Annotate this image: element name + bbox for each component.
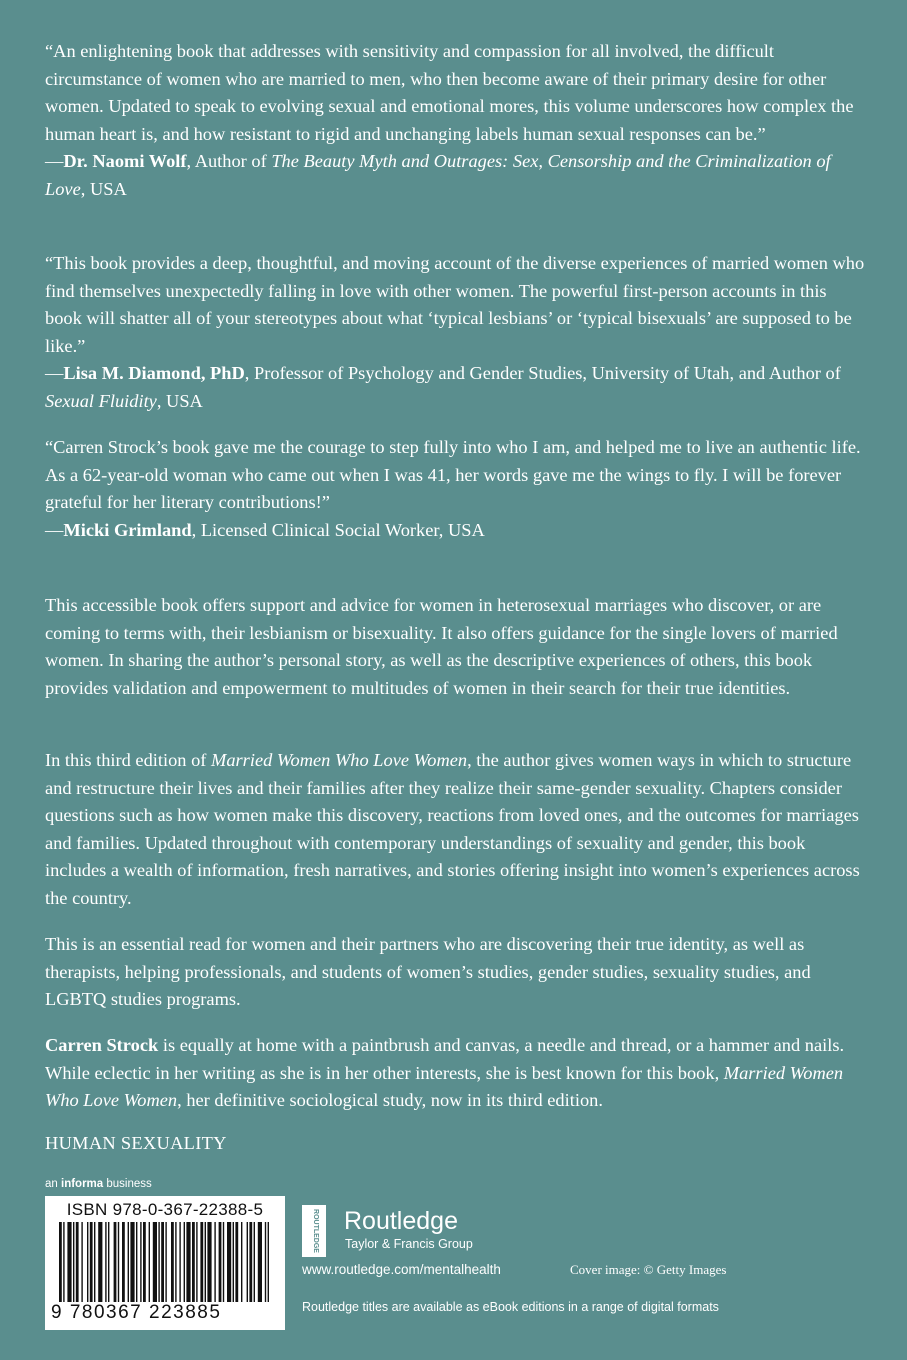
barcode-bar [200, 1222, 203, 1302]
informa-brand: informa [61, 1178, 104, 1190]
quote-text: “An enlightening book that addresses with sensitivity and compassion for all involved, the difficult circumstance of women who are married to men, who then become aware of their primary desire for other women. Updated to speak to evolving sexual and emotional mores, this volume underscores how complex the human heart is, and how resistant to rigid and unchanging labels human sexual responses can be.” [45, 41, 854, 144]
subject-category: HUMAN SEXUALITY [45, 1133, 227, 1153]
book-title: Married Women Who Love Women [45, 1062, 844, 1110]
description-text: In this third edition of [45, 750, 212, 770]
quote-work: Sexual Fluidity [45, 390, 157, 411]
description-paragraph-2 [45, 747, 865, 912]
description-text: , the author gives women ways in which to structure and restructure their lives and their families after they realize their same-gender sexuality. Chapters consider questions such as how women make this discovery, reactions from loved ones, and the outcomes for marriages and families. Updated throughout with contemporary understandings of sexuality and gender, this book includes a wealth of information, fresh narratives, and stories offering insight into women’s experiences across the country. [45, 750, 860, 908]
informa-post: business [103, 1178, 152, 1190]
barcode-bar [184, 1222, 185, 1302]
review-quote-1 [45, 38, 865, 203]
quote-role: , Professor of Psychology and Gender Studies, University of Utah, and Author of [244, 363, 841, 383]
barcode-bar [114, 1222, 117, 1302]
barcode-bar [179, 1222, 180, 1302]
barcode-bar [186, 1222, 190, 1302]
quote-role-post: , USA [156, 390, 203, 411]
quote-text: “Carren Strock’s book gave me the courage to step fully into who I am, and helped me to live an authentic life. As a 62-year-old woman who came out when I was 41, her words gave me the wings to fly. I will be forever grateful for her literary contributions!” [45, 437, 861, 512]
quote-text: “This book provides a deep, thoughtful, and moving account of the diverse experiences of married women who find themselves unexpectedly falling in love with other women. The powerful first-person accounts in this book will shatter all of your stereotypes about what ‘typical lesbians’ or ‘typical bisexuals’ are supposed to be like.” [45, 253, 865, 356]
quote-role: , Author of [186, 151, 272, 171]
barcode-bar [76, 1222, 79, 1302]
quote-dash: — [45, 363, 64, 383]
barcode-bar [136, 1222, 137, 1302]
isbn-number: ISBN 978-0-367-22388-5 [66, 1200, 264, 1219]
barcode-bar [143, 1222, 146, 1302]
publisher-group: Taylor & Francis Group [345, 1237, 473, 1251]
barcode-bar [130, 1222, 134, 1302]
informa-pre: an [45, 1178, 61, 1190]
barcode-bar [122, 1222, 125, 1302]
description-text: This is an essential read for women and their partners who are discovering their true identity, as well as therapists, helping professionals, and students of women’s studies, gender studies, sexuality studies, and LGBTQ studies programs. [45, 934, 811, 1009]
barcode-bar [105, 1222, 106, 1302]
barcode-bar [171, 1222, 174, 1302]
barcode-bar [254, 1222, 255, 1302]
review-quote-3 [45, 434, 865, 544]
barcode-bar [98, 1222, 102, 1302]
barcode-bar [108, 1222, 109, 1302]
barcode-bar [249, 1222, 252, 1302]
description-text: This accessible book offers support and advice for women in heterosexual marriages who discover, or are coming to terms with, their lesbianism or bisexuality. It also offers guidance for the single lovers of married women. In sharing the author’s personal story, as well as the descriptive experiences of others, this book provides validation and empowerment to multitudes of women in their search for their true identities. [45, 595, 838, 698]
barcode-bar [227, 1222, 231, 1302]
bio-text: , her definitive sociological study, now in its third edition. [177, 1090, 603, 1110]
quote-author: Micki Grimland [63, 519, 192, 540]
barcode-bar [149, 1222, 150, 1302]
barcode-bar [233, 1222, 234, 1302]
quote-dash: — [45, 519, 64, 540]
cover-credit: Cover image: © Getty Images [570, 1262, 727, 1277]
svg-text:ROUTLEDGE: ROUTLEDGE [312, 1209, 319, 1253]
description-paragraph-1 [45, 592, 865, 702]
quote-work: The Beauty Myth and Outrages: Sex, Censorship and the Criminalization of Love [45, 151, 831, 199]
barcode-bar [94, 1222, 95, 1302]
barcode-bar [268, 1222, 269, 1302]
ebook-note: Routledge titles are available as eBook editions in a range of digital formats [302, 1300, 719, 1314]
barcode-bar [175, 1222, 176, 1302]
barcode-bar [63, 1222, 64, 1302]
quote-role: , Licensed Clinical Social Worker, USA [191, 519, 485, 540]
barcode-bar [235, 1222, 238, 1302]
barcode-bar [165, 1222, 166, 1302]
isbn-barcode [45, 1196, 285, 1330]
description-paragraph-3 [45, 931, 865, 1014]
barcode-bar [118, 1222, 119, 1302]
barcode-bar [158, 1222, 159, 1302]
barcode-bar [247, 1222, 248, 1302]
barcode-bars [53, 1222, 277, 1302]
publisher-name: Routledge [344, 1207, 458, 1235]
barcode-bar [214, 1222, 215, 1302]
routledge-logo-icon [302, 1205, 338, 1262]
barcode-bar [219, 1222, 222, 1302]
barcode-bar [140, 1222, 141, 1302]
barcode-bar [265, 1222, 266, 1302]
barcode-bar [161, 1222, 164, 1302]
quote-author: Dr. Naomi Wolf [63, 151, 187, 171]
barcode-bar [90, 1222, 93, 1302]
barcode-digits: 9 780367 223885 [51, 1302, 222, 1323]
barcode-bar [128, 1222, 129, 1302]
barcode-bar [59, 1222, 62, 1302]
quote-dash: — [45, 151, 64, 171]
barcode-bar [205, 1222, 206, 1302]
quote-role-post: , USA [80, 178, 127, 199]
review-quote-2 [45, 250, 865, 415]
barcode-bar [73, 1222, 74, 1302]
barcode-bar [207, 1222, 211, 1302]
barcode-bar [258, 1222, 262, 1302]
barcode-bar [81, 1222, 82, 1302]
barcode-bar [223, 1222, 224, 1302]
bio-text: is equally at home with a paintbrush and canvas, a needle and thread, or a hammer and nails. While eclectic in her writing as she is in her other interests, she is best known for this book, [45, 1035, 845, 1083]
author-name: Carren Strock [45, 1035, 159, 1055]
book-title: Married Women Who Love Women [211, 750, 468, 770]
barcode-bar [196, 1222, 197, 1302]
barcode-bar [67, 1222, 71, 1302]
barcode-bar [241, 1222, 242, 1302]
barcode-bar [192, 1222, 195, 1302]
author-bio [45, 1032, 865, 1115]
publisher-url[interactable]: www.routledge.com/mentalhealth [302, 1262, 501, 1277]
barcode-bar [87, 1222, 88, 1302]
quote-author: Lisa M. Diamond, PhD [63, 363, 245, 383]
informa-business-label [45, 1178, 152, 1190]
barcode-bar [153, 1222, 157, 1302]
